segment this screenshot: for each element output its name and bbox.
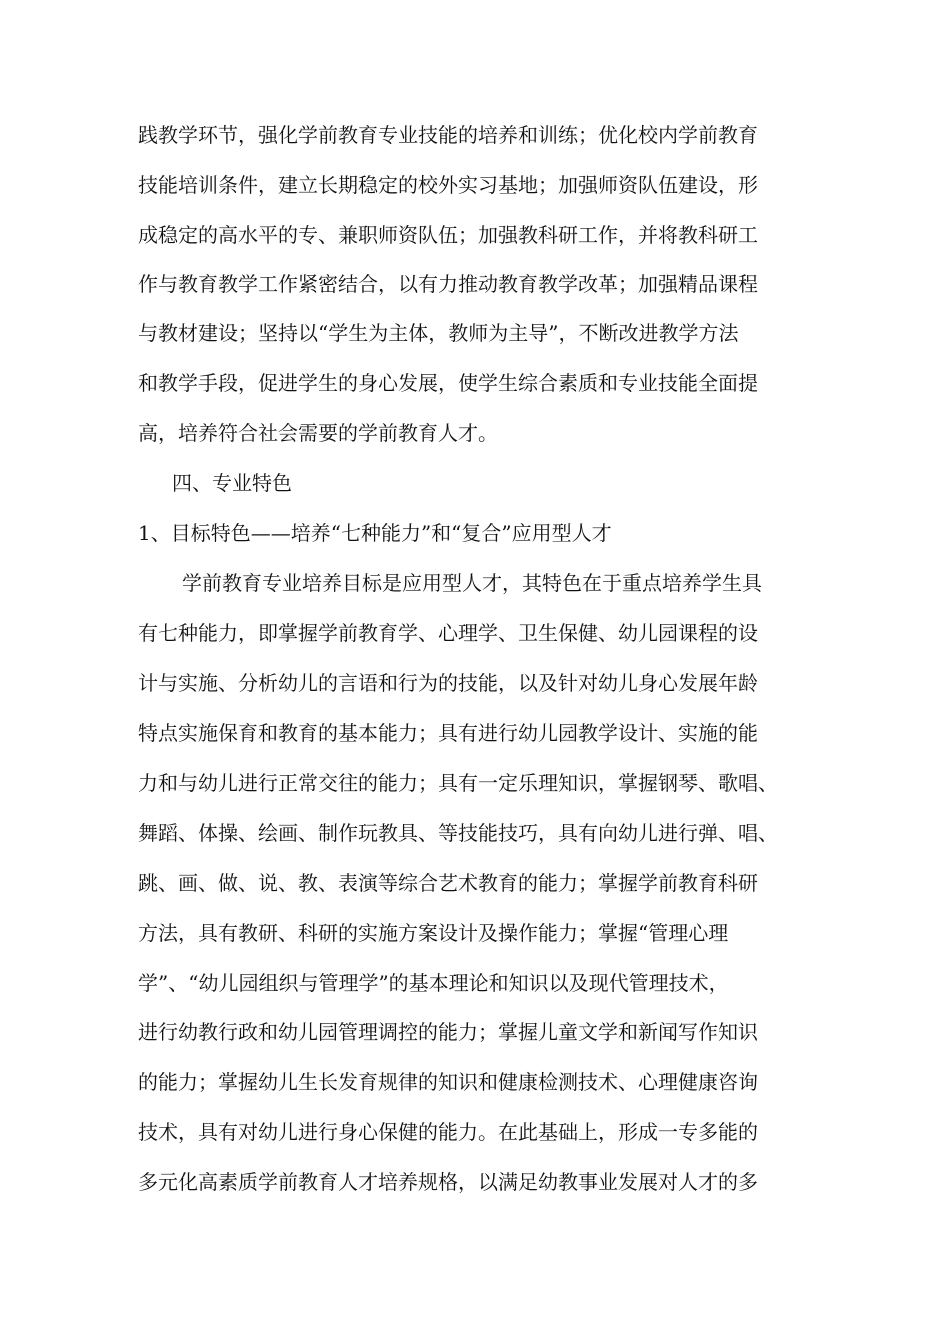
subsection-heading: 1、目标特色——培养“七种能力”和“复合”应用型人才: [138, 521, 612, 545]
body-text-line: 技术，具有对幼儿进行身心保健的能力。在此基础上，形成一专多能的: [138, 1120, 758, 1144]
body-text-line: 舞蹈、体操、绘画、制作玩教具、等技能技巧，具有向幼儿进行弹、唱、: [138, 821, 778, 845]
section-heading: 四、专业特色: [172, 471, 292, 495]
body-text-line: 计与实施、分析幼儿的言语和行为的技能，以及针对幼儿身心发展年龄: [138, 671, 758, 695]
body-text-line: 学”、“幼儿园组织与管理学”的基本理论和知识以及现代管理技术，: [138, 971, 729, 995]
body-text-line: 力和与幼儿进行正常交往的能力；具有一定乐理知识，掌握钢琴、歌唱、: [138, 771, 778, 795]
body-text-line: 跳、画、做、说、教、表演等综合艺术教育的能力；掌握学前教育科研: [138, 871, 758, 895]
body-text-line: 作与教育教学工作紧密结合，以有力推动教育教学改革；加强精品课程: [138, 272, 758, 296]
body-text-line: 多元化高素质学前教育人才培养规格，以满足幼教事业发展对人才的多: [138, 1170, 758, 1194]
body-text-line: 成稳定的高水平的专、兼职师资队伍；加强教科研工作，并将教科研工: [138, 223, 758, 247]
body-text-line: 的能力；掌握幼儿生长发育规律的知识和健康检测技术、心理健康咨询: [138, 1070, 758, 1094]
body-text-line: 践教学环节，强化学前教育专业技能的培养和训练；优化校内学前教育: [138, 123, 758, 147]
body-text-line: 和教学手段，促进学生的身心发展，使学生综合素质和专业技能全面提: [138, 371, 758, 395]
body-text-line: 有七种能力，即掌握学前教育学、心理学、卫生保健、幼儿园课程的设: [138, 621, 758, 645]
body-text-line: 方法，具有教研、科研的实施方案设计及操作能力；掌握“管理心理: [138, 921, 729, 945]
paragraph-first-line: 学前教育专业培养目标是应用型人才，其特色在于重点培养学生具: [182, 571, 762, 595]
body-text-line: 高，培养符合社会需要的学前教育人才。: [138, 421, 498, 445]
body-text-line: 技能培训条件，建立长期稳定的校外实习基地；加强师资队伍建设，形: [138, 173, 758, 197]
body-text-line: 特点实施保育和教育的基本能力；具有进行幼儿园教学设计、实施的能: [138, 721, 758, 745]
body-text-line: 进行幼教行政和幼儿园管理调控的能力；掌握儿童文学和新闻写作知识: [138, 1020, 758, 1044]
body-text-line: 与教材建设；坚持以“学生为主体，教师为主导”，不断改进教学方法: [138, 321, 739, 345]
